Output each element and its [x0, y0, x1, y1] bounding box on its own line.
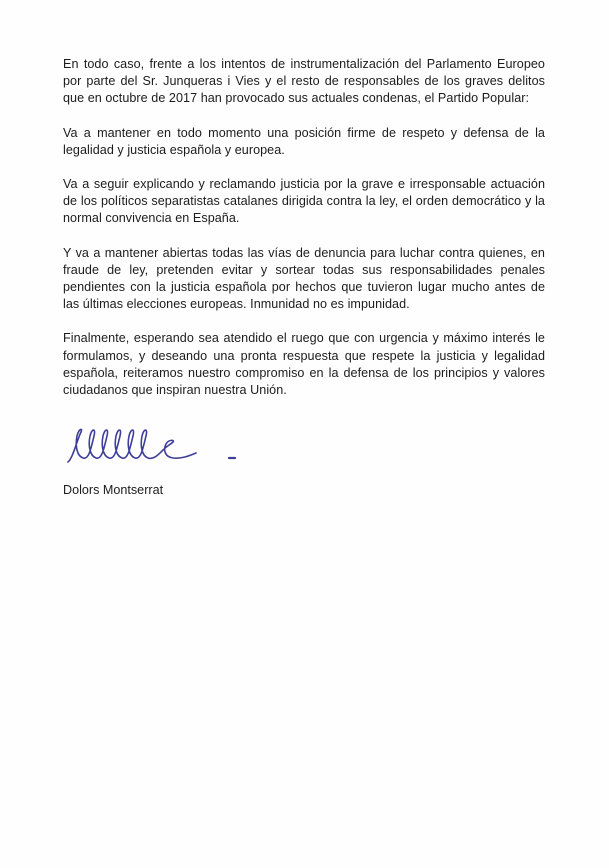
handwritten-signature — [63, 424, 253, 472]
signer-name: Dolors Montserrat — [63, 483, 164, 497]
letter-body — [63, 56, 545, 399]
paragraph-denuncia: Y va a mantener abiertas todas las vías de denuncia para luchar contra quienes, en fraude de ley, pretenden evitar y sortear todas sus responsabilidades penales pendientes con la justicia española por hechos que tuvieron lugar mucho antes de las últimas elecciones europeas. Inmunidad no es impunidad. — [63, 245, 545, 312]
signature-stroke — [68, 429, 196, 462]
paragraph-justice: Va a seguir explicando y reclamando justicia por la grave e irresponsable actuación de los políticos separatistas catalanes dirigida contra la ley, el orden democrático y la normal convivencia en España. — [63, 177, 545, 226]
paragraph-intro: En todo caso, frente a los intentos de instrumentalización del Parlamento Europeo por parte del Sr. Junqueras i Vies y el resto de responsables de los graves delitos que en octubre de 2017 han provocado sus actuales condenas, el Partido Popular: — [63, 57, 545, 106]
paragraph-closing: Finalmente, esperando sea atendido el ruego que con urgencia y máximo interés le formulamos, y deseando una pronta respuesta que respete la justicia y legalidad española, reiteramos nuestro compromiso en la defensa de los principios y valores ciudadanos que inspiran nuestra Unión. — [63, 331, 545, 398]
paragraph-legality: Va a mantener en todo momento una posición firme de respeto y defensa de la legalidad y justicia española y europea. — [63, 125, 545, 157]
